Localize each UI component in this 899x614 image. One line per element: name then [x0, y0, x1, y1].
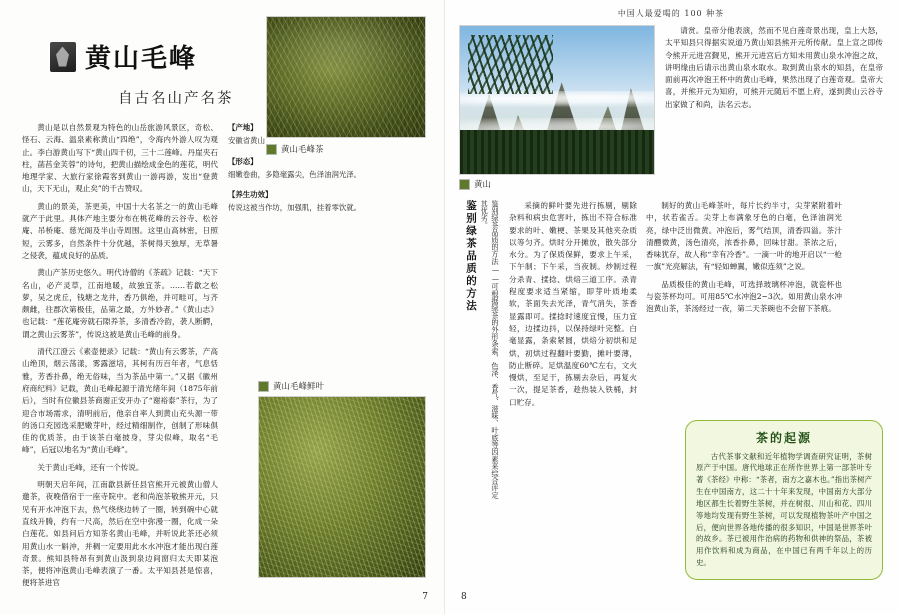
tea-photo-caption-wrap — [266, 140, 426, 155]
info-label: 【产地】 — [228, 123, 258, 132]
paragraph: 黄山产茶历史悠久。明代诗僧的《茶疏》记载：“天下名山，必产灵草，江南地暖，故独宜茶。……若歙之松萝，吴之虎丘，钱塘之龙井，香乃俱绝，并可畦可，与齐颇雌，往郡次第极佳，品第之最，方外妙者。”《黄山志》也记载：“莲花庵旁就石隙养茶，多清香冷韵，袭人断齶，谓之黄山云雾茶”，传说这被是黄山毛峰的前身。 — [22, 268, 218, 339]
mountain-photo-caption: 黄山 — [474, 180, 492, 190]
caption-marker-icon — [266, 144, 277, 155]
fresh-tea-leaf-photo — [258, 396, 426, 578]
callout-text: 古代茶事文献和近年植物学调查研究证明，茶树原产于中国。唐代地球正在所作世界上第一部茶叶专著《茶经》中称：“茶者，南方之嘉木也。”指出茶树产生在中国南方，这二十十年来发现，中国南方大部分地区都生长着野生茶树，并在树很、川山和花、四川等地均发现有野生茶树，可以发现植物茶叶产中国之后，便向世界各地传播的很多知识，中国是世界茶叶的故乡。茶已被用作治病的药物和供神的祭品，茶被用作饮料和成为商品，在中国已有两千年以上的历史。 — [696, 451, 872, 568]
left-page — [0, 0, 444, 614]
section-heading: 鉴别绿茶品质的方法 — [465, 200, 477, 313]
photo-foreground-trees — [460, 130, 654, 174]
paragraph: 品质极佳的黄山毛峰，可选择玻璃杯冲泡，就瓷杯也与瓷茶杯均可。可用85℃水冲泡2~3次。如用黄山泉水冲泡黄山茶，茶汤经过一夜，第二天茶碗也不会留下茶痕。 — [646, 279, 842, 314]
right-top-text — [665, 25, 883, 190]
page-number-right: 8 — [461, 592, 467, 602]
page-title: 黄山毛峰 — [85, 44, 198, 74]
tea-leaf-emblem-icon — [50, 42, 76, 72]
leaf-photo-caption: 黄山毛峰鲜叶 — [273, 382, 325, 392]
tea-photo-caption: 黄山毛峰茶 — [281, 145, 324, 155]
caption-marker-icon — [258, 381, 269, 392]
info-label: 【形态】 — [228, 156, 258, 166]
info-value: 安徽省黄山 — [228, 135, 265, 145]
paragraph: 关于黄山毛峰，还有一个传说。 — [37, 462, 144, 472]
paragraph: 黄山是以自然景观为特色的山岳旅游风景区，奇松、怪石、云海、温泉素称黄山“四绝”，令海内外游人叹为观止。李白游黄山写下“黄山四千仞，三十二莲峰。丹崖夹石柱，菡萏金芙蓉”的诗句，把黄山描绘成金色的莲花，明代地理学家、大旅行家徐霞客到黄山一游再游，发出“登黄山，天下无山，观止矣”的千古赞叹。 — [22, 123, 218, 194]
paragraph: 制好的黄山毛峰茶叶，每片长约半寸，尖芽紧附着叶中，状若雀舌。尖芽上布满象牙色的白毫，色泽油润光亮，绿中泛出微黄。冲泡后，雾气结顶，清香四溢。茶汁清醴微黄，汤色清亮，浓香扑鼻，回味甘甜。茶浓之后，香味犹存，故人称“幸有冷香”。一滴一叶的地开启以“一枪一旗”光亮解法，有“轻如蝉翼，嫩似连须”之说。 — [646, 201, 842, 272]
photo-pine-branch — [468, 35, 553, 94]
info-group — [228, 189, 378, 214]
paragraph: 请赏。皇帝分他表演，然而不见白莲奇景出现，皇上大怒，太平知县只得据实说道乃黄山知县熊开元所传献。皇上宣之即传令熊开元进宫觐见，熊开元进宫后方知未用黄山泉水冲泡之故，讲明缘由后请示出黄山泉水取水。取到黄山泉水的知县，在皇帝面前再次冲泡王杯中的黄山毛峰，果然出现了白莲奇观。皇帝大喜，并熊开元为知府，可熊开元随后不愿上府，遂到黄山云谷寺出家做了和尚，法名云志。 — [665, 26, 883, 109]
paragraph: 清代江澄云《素壶便录》记载：“黄山有云雾茶，产高山绝顶，烟云荡漾，雾露滋培，其柯有历百年者，气息恬雅，芳香扑鼻，绝无俗味，当为茶品中第一。”又据《徽州府商纪料》记载，黄山毛峰起源于清光绪年间（1875年前后），当时有位徽县茶商谢正安开办了“谢裕泰”茶行，为了迎合市场需求，清明前后，他亲自率人到黄山充头源一带的汤口充园选采肥嫩芽叶，经过精细制作，创制了形味俱佳的优质茶，由于该茶白毫披身，芽尖似峰，取名“毛峰”，后冠以地名为“黄山毛峰”。 — [22, 347, 218, 455]
caption-marker-icon — [459, 179, 470, 190]
running-head: 中国人最爱喝的 100 种茶 — [617, 9, 725, 18]
right-text-column-1 — [509, 200, 637, 500]
right-top-section — [459, 25, 883, 190]
leaf-photo-caption-wrap — [258, 377, 426, 392]
left-text-column-1 — [22, 122, 218, 595]
mountain-caption-row — [459, 178, 655, 190]
tea-origin-callout — [685, 420, 883, 580]
page-number-left: 7 — [422, 592, 428, 602]
info-value: 传说这被当作坊，加强肌，挂着零饮就。 — [228, 203, 362, 213]
mountain-photo-block — [459, 25, 655, 190]
info-label: 【养生功效】 — [228, 190, 273, 200]
page-subtitle: 自古名山产名茶 — [118, 91, 234, 107]
tea-leaves-photo — [266, 16, 426, 138]
right-page — [444, 0, 899, 614]
info-value: 细嫩卷曲，多隐毫露尖，色泽油润光泽。 — [228, 169, 362, 179]
paragraph: 采摘的鲜叶要先进行拣剔，剔除杂料和病虫危害叶，拣出不符合标准要求的叶、嫩梗、茶果及其他夹杂质以等匀齐。烘时分开摊放，散失部分水分。为了保质保鲜，要求上午采，下午制；下午采，当夜制。炒制过程分杀青、揉捻、烘焙三道工序。杀青程度要求适当紧缩，即芽叶质地柔软，茶面失去光泽，青气消失，茶香显露即可。揉捻时速度宜慢，压力宜轻，边揉边抖，以保持绿叶完整。白毫显露，条索紧圆，烘焙分初烘和足烘，初烘过程翻叶要勤，摊叶要薄，防止断碎。足烘温度60℃左右，文火慢烘，至足干，拣剔去杂后，再复火一次，提足茶香，趁热装入铁桶，封口贮存。 — [509, 201, 637, 407]
info-group — [228, 156, 378, 181]
callout-title: 茶的起源 — [755, 430, 812, 445]
paragraph: 明朝天启年间，江南歙县新任县官熊开元被黄山僧人邀茶，夜晚借宿于一座寺院中。老和尚泡茶敬熊开元，只见有开水冲泡下去，热气绕绕边转了一圈，转到碗中心就直线升腾，约有一尺高，然后在空中弥漫一圈，化成一朵白莲花。如县问后方知茶名黄山毛峰，并听说此茶还必须用黄山水一斛沖，并稠一定要用此水水冲泡才能出现白莲奇景。熊知县特昂有到黄山汲到泉边间窗归太天即某泡茶，便将冲泡黄山毛峰表演了一番。太平知县甚是惊喜，便将茶进官 — [22, 480, 218, 588]
paragraph: 黄山的景美，茶更美，中国十大名茶之一的黄山毛峰就产于此里。具体产地主要分布在桃花峰的云谷寺、松谷庵、吊桥庵、慈光阁及半山寺周围。这里山高林密，日照短，云雾多，自然条件十分优越，茶树得天独厚，无草暑之侵袭，蕴成良好的品质。 — [22, 201, 218, 260]
huangshan-mountain-photo — [459, 25, 655, 175]
section-note: 鉴别绿茶品质的方法——可根据绿茶的外形条索、色泽、香气、滋味、叶底等因素来综合评定其优劣。 — [480, 200, 500, 499]
